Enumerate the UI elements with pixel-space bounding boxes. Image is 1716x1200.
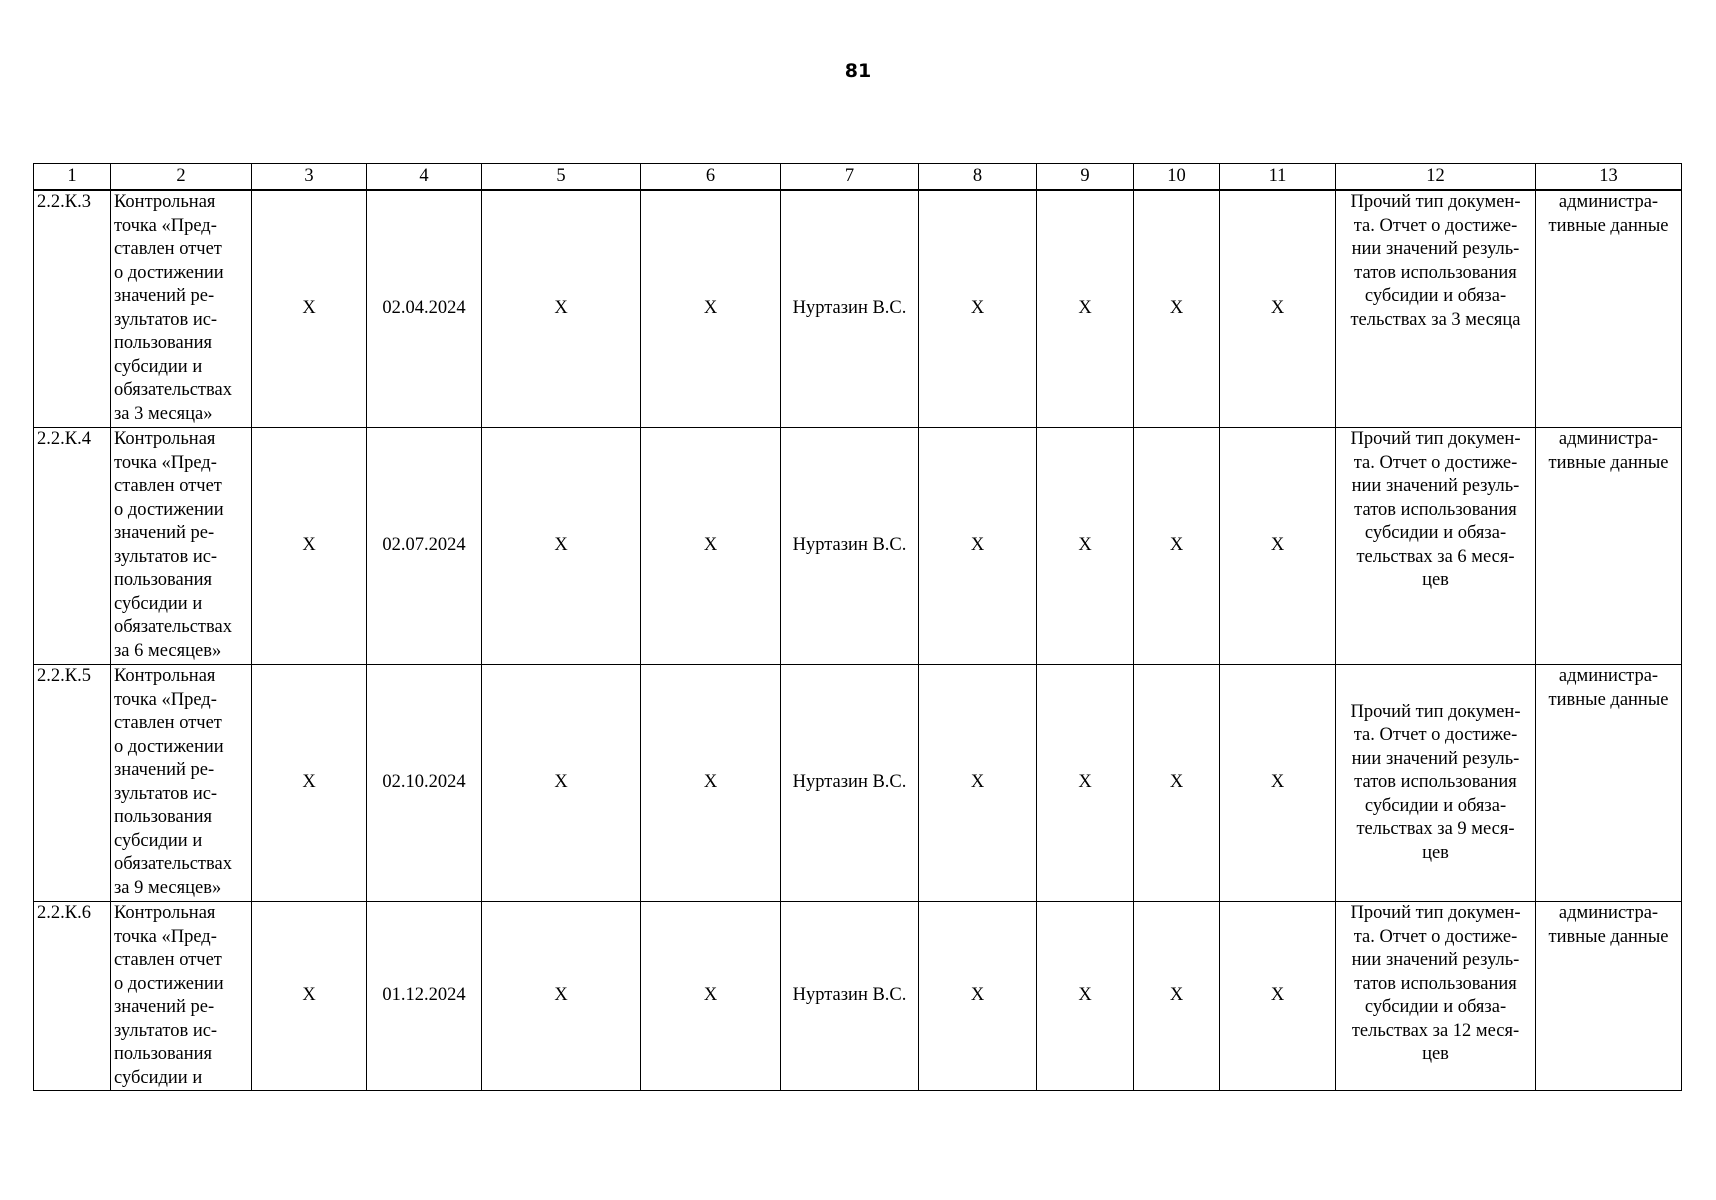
cell-mark: X — [1220, 190, 1336, 428]
header-row — [34, 164, 1682, 191]
cell-mark: X — [919, 428, 1037, 665]
cell-responsible: Нуртазин В.С. — [781, 665, 919, 902]
cell-responsible: Нуртазин В.С. — [781, 428, 919, 665]
column-header: 12 — [1336, 164, 1536, 191]
column-header: 7 — [781, 164, 919, 191]
cell-data-source: администра- тивные данные — [1536, 428, 1682, 665]
cell-mark: X — [482, 428, 641, 665]
column-header: 2 — [111, 164, 252, 191]
column-header: 11 — [1220, 164, 1336, 191]
cell-mark: X — [1220, 665, 1336, 902]
column-header: 9 — [1037, 164, 1134, 191]
cell-mark: X — [1134, 428, 1220, 665]
cell-responsible: Нуртазин В.С. — [781, 902, 919, 1091]
cell-mark: X — [1037, 902, 1134, 1091]
column-header: 6 — [641, 164, 781, 191]
row-name: Контрольная точка «Пред- ставлен отчет о достижении значений ре- зультатов ис- пользования субсидии и обязательствах за 6 месяцев» — [111, 428, 252, 665]
cell-date: 02.04.2024 — [367, 190, 482, 428]
cell-document-type: Прочий тип докумен- та. Отчет о достиже- нии значений резуль- татов использования субсидии и обяза- тельствах за 3 месяца — [1336, 190, 1536, 428]
column-header: 8 — [919, 164, 1037, 191]
cell-mark: X — [919, 665, 1037, 902]
row-name: Контрольная точка «Пред- ставлен отчет о достижении значений ре- зультатов ис- пользования субсидии и обязательствах за 3 месяца» — [111, 190, 252, 428]
table-row — [34, 190, 1682, 428]
cell-date: 02.07.2024 — [367, 428, 482, 665]
cell-date: 01.12.2024 — [367, 902, 482, 1091]
cell-data-source: администра- тивные данные — [1536, 902, 1682, 1091]
control-points-table — [33, 163, 1682, 1091]
row-code: 2.2.К.4 — [34, 428, 111, 665]
cell-document-type: Прочий тип докумен- та. Отчет о достиже- нии значений резуль- татов использования субсидии и обяза- тельствах за 6 меся- цев — [1336, 428, 1536, 665]
table-row — [34, 665, 1682, 902]
cell-mark: X — [1220, 902, 1336, 1091]
table-row — [34, 428, 1682, 665]
cell-responsible: Нуртазин В.С. — [781, 190, 919, 428]
row-code: 2.2.К.3 — [34, 190, 111, 428]
cell-mark: X — [919, 190, 1037, 428]
cell-mark: X — [641, 665, 781, 902]
cell-document-type: Прочий тип докумен- та. Отчет о достиже- нии значений резуль- татов использования субсидии и обяза- тельствах за 9 меся- цев — [1336, 665, 1536, 902]
cell-mark: X — [1037, 190, 1134, 428]
cell-mark: X — [1037, 428, 1134, 665]
cell-mark: X — [252, 190, 367, 428]
row-name: Контрольная точка «Пред- ставлен отчет о достижении значений ре- зультатов ис- пользования субсидии и обязательствах за 9 месяцев» — [111, 665, 252, 902]
row-code: 2.2.К.6 — [34, 902, 111, 1091]
cell-mark: X — [641, 902, 781, 1091]
cell-mark: X — [1134, 190, 1220, 428]
row-name: Контрольная точка «Пред- ставлен отчет о достижении значений ре- зультатов ис- пользования субсидии и — [111, 902, 252, 1091]
cell-mark: X — [919, 902, 1037, 1091]
cell-mark: X — [482, 665, 641, 902]
cell-mark: X — [252, 428, 367, 665]
row-code: 2.2.К.5 — [34, 665, 111, 902]
cell-date: 02.10.2024 — [367, 665, 482, 902]
column-header: 13 — [1536, 164, 1682, 191]
cell-document-type: Прочий тип докумен- та. Отчет о достиже- нии значений резуль- татов использования субсидии и обяза- тельствах за 12 меся- цев — [1336, 902, 1536, 1091]
cell-mark: X — [252, 665, 367, 902]
column-header: 4 — [367, 164, 482, 191]
cell-data-source: администра- тивные данные — [1536, 665, 1682, 902]
cell-mark: X — [252, 902, 367, 1091]
page-number: 81 — [844, 60, 872, 82]
column-header: 5 — [482, 164, 641, 191]
column-header: 3 — [252, 164, 367, 191]
cell-mark: X — [482, 902, 641, 1091]
cell-mark: X — [641, 428, 781, 665]
cell-mark: X — [1220, 428, 1336, 665]
cell-mark: X — [1134, 902, 1220, 1091]
cell-mark: X — [1037, 665, 1134, 902]
column-header: 10 — [1134, 164, 1220, 191]
cell-mark: X — [641, 190, 781, 428]
column-header: 1 — [34, 164, 111, 191]
cell-mark: X — [1134, 665, 1220, 902]
cell-data-source: администра- тивные данные — [1536, 190, 1682, 428]
cell-mark: X — [482, 190, 641, 428]
table-row — [34, 902, 1682, 1091]
